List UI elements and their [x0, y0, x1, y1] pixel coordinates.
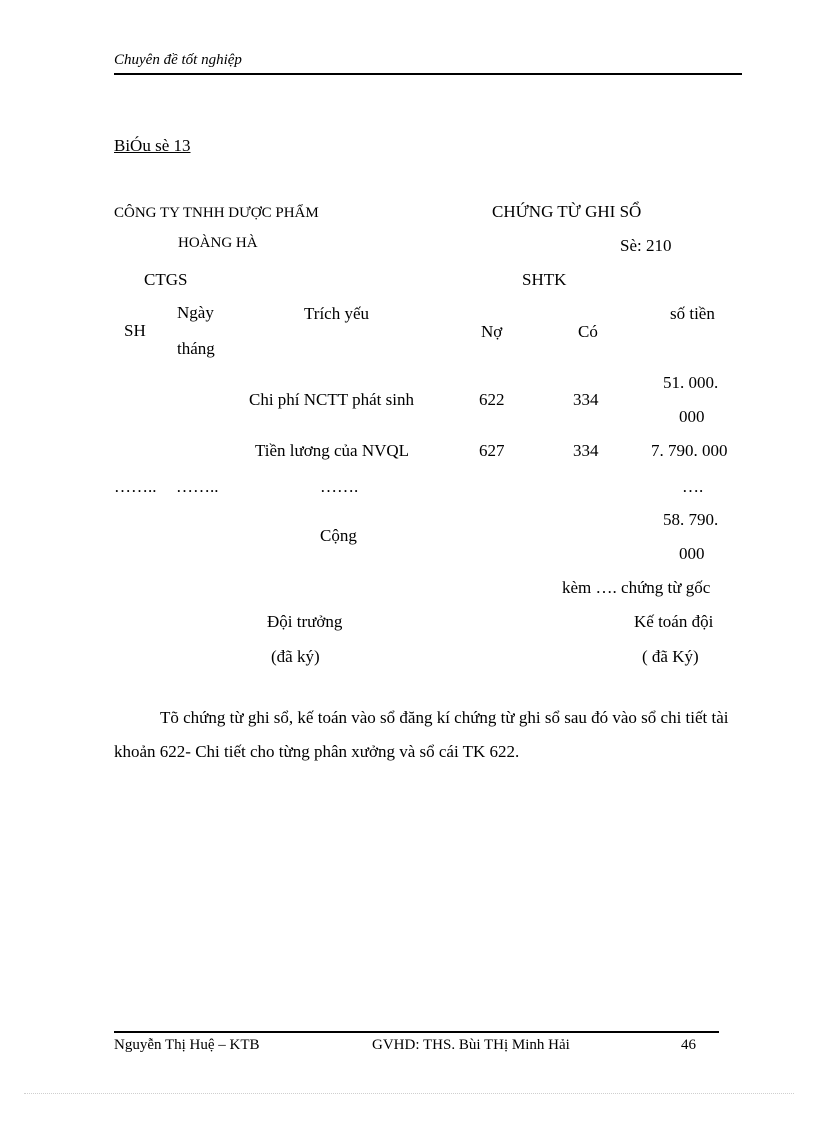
- footer-page-number: 46: [681, 1037, 696, 1053]
- footer-rule: [114, 1031, 719, 1033]
- column-header-sh: SH: [124, 321, 146, 340]
- footer-advisor: GVHD: THS. Bùi THị Minh Hải: [372, 1037, 570, 1053]
- column-header-trich-yeu: Trích yếu: [304, 304, 370, 323]
- signature-left-note: (đã ký): [271, 647, 320, 666]
- ellipsis-sh: ……..: [114, 477, 157, 496]
- row2-trich-yeu: Tiền lương của NVQL: [255, 441, 410, 460]
- attachment-note: kèm …. chứng từ gốc: [562, 578, 711, 597]
- column-header-so-tien: số tiền: [670, 304, 715, 323]
- group-header-ctgs: CTGS: [144, 270, 188, 289]
- column-header-no: Nợ: [481, 322, 503, 341]
- document-title: CHỨNG TỪ GHI SỔ: [492, 202, 642, 221]
- signature-right-title: Kế toán đội: [634, 612, 714, 631]
- total-label: Cộng: [320, 526, 357, 545]
- document-number: Sè: 210: [620, 236, 672, 255]
- row2-no: 627: [479, 441, 505, 460]
- row1-amount-line2: 000: [679, 407, 705, 426]
- row2-co: 334: [573, 441, 599, 460]
- row1-no: 622: [479, 390, 505, 409]
- column-header-ngay-line1: Ngày: [177, 303, 214, 322]
- signature-right-note: ( đã Ký): [642, 647, 699, 666]
- total-amount-line2: 000: [679, 544, 705, 563]
- row1-amount-line1: 51. 000.: [663, 373, 719, 392]
- ellipsis-ngay: ……..: [176, 477, 219, 496]
- ellipsis-trich-yeu: …….: [320, 477, 359, 496]
- column-header-ngay-line2: tháng: [177, 339, 215, 358]
- row2-amount: 7. 790. 000: [651, 441, 728, 460]
- row1-co: 334: [573, 390, 599, 409]
- footer-author: Nguyễn Thị Huệ – KTB: [114, 1037, 260, 1053]
- total-amount-line1: 58. 790.: [663, 510, 719, 529]
- header-rule: [114, 73, 742, 75]
- company-name-line2: HOÀNG HÀ: [178, 235, 258, 251]
- column-header-co: Có: [578, 322, 598, 341]
- page-edge-divider: [24, 1093, 794, 1094]
- body-paragraph: Tõ chứng từ ghi sổ, kế toán vào sổ đăng kí chứng từ ghi sổ sau đó vào sổ chi tiết tài khoản 622- Chi tiết cho từng phân xưởng và sổ cái TK 622.: [114, 708, 729, 761]
- running-header-title: Chuyên đề tốt nghiệp: [114, 52, 242, 68]
- row1-trich-yeu: Chi phí NCTT phát sinh: [249, 390, 414, 409]
- signature-left-title: Đội trưởng: [267, 612, 343, 631]
- form-label: BiÓu sè 13: [114, 136, 191, 155]
- company-name-line1: CÔNG TY TNHH DƯỢC PHẨM: [114, 205, 319, 221]
- ellipsis-amount: ….: [682, 477, 704, 496]
- group-header-shtk: SHTK: [522, 270, 567, 289]
